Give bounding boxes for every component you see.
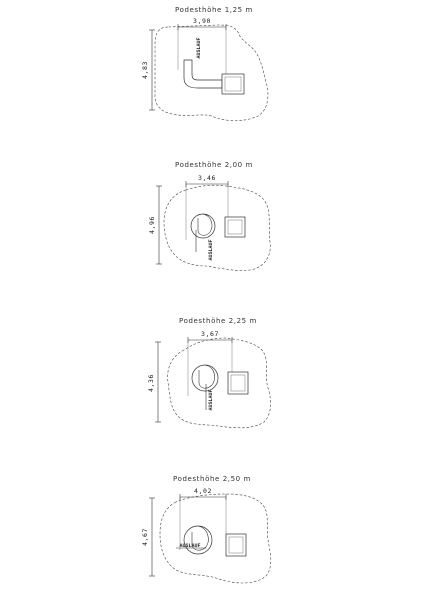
width-dimension <box>180 487 226 500</box>
width-label: 3,67 <box>200 330 220 338</box>
height-dimension <box>141 30 155 110</box>
height-dimension <box>147 342 161 422</box>
slide-label: AUSLAUF <box>179 543 201 549</box>
slide-label: AUSLAUF <box>208 239 214 261</box>
spiral-slide-outer <box>191 214 215 238</box>
slide-label: AUSLAUF <box>208 389 214 411</box>
drawing-podesthoehe-1-25 <box>141 6 268 121</box>
slide-shape <box>184 60 222 88</box>
drawing-podesthoehe-2-25 <box>147 317 271 428</box>
height-label: 4,83 <box>141 60 149 80</box>
width-label: 3,90 <box>192 17 212 25</box>
height-label: 4,67 <box>141 527 149 547</box>
width-dimension <box>186 174 228 187</box>
height-dimension <box>141 498 155 576</box>
safety-zone-outline <box>168 338 271 428</box>
drawing-title: Podesthöhe 2,25 m <box>179 317 257 325</box>
width-label: 4,02 <box>193 487 213 495</box>
drawing-title: Podesthöhe 2,00 m <box>175 161 253 169</box>
height-label: 4,96 <box>148 215 156 235</box>
safety-zone-outline <box>164 185 270 270</box>
height-label: 4,36 <box>147 373 155 393</box>
slide-label: AUSLAUF <box>196 37 202 59</box>
drawing-podesthoehe-2-50 <box>141 475 271 583</box>
height-dimension <box>148 186 162 264</box>
drawing-podesthoehe-2-00 <box>148 161 270 271</box>
spiral-slide-outer <box>184 526 212 554</box>
spiral-slide-outer <box>192 365 218 391</box>
width-dimension <box>188 330 232 343</box>
drawing-title: Podesthöhe 2,50 m <box>173 475 251 483</box>
width-label: 3,46 <box>197 174 217 182</box>
safety-zone-outline <box>155 25 268 121</box>
width-dimension <box>178 17 226 30</box>
safety-zone-outline <box>160 494 271 583</box>
drawing-title: Podesthöhe 1,25 m <box>175 6 253 14</box>
